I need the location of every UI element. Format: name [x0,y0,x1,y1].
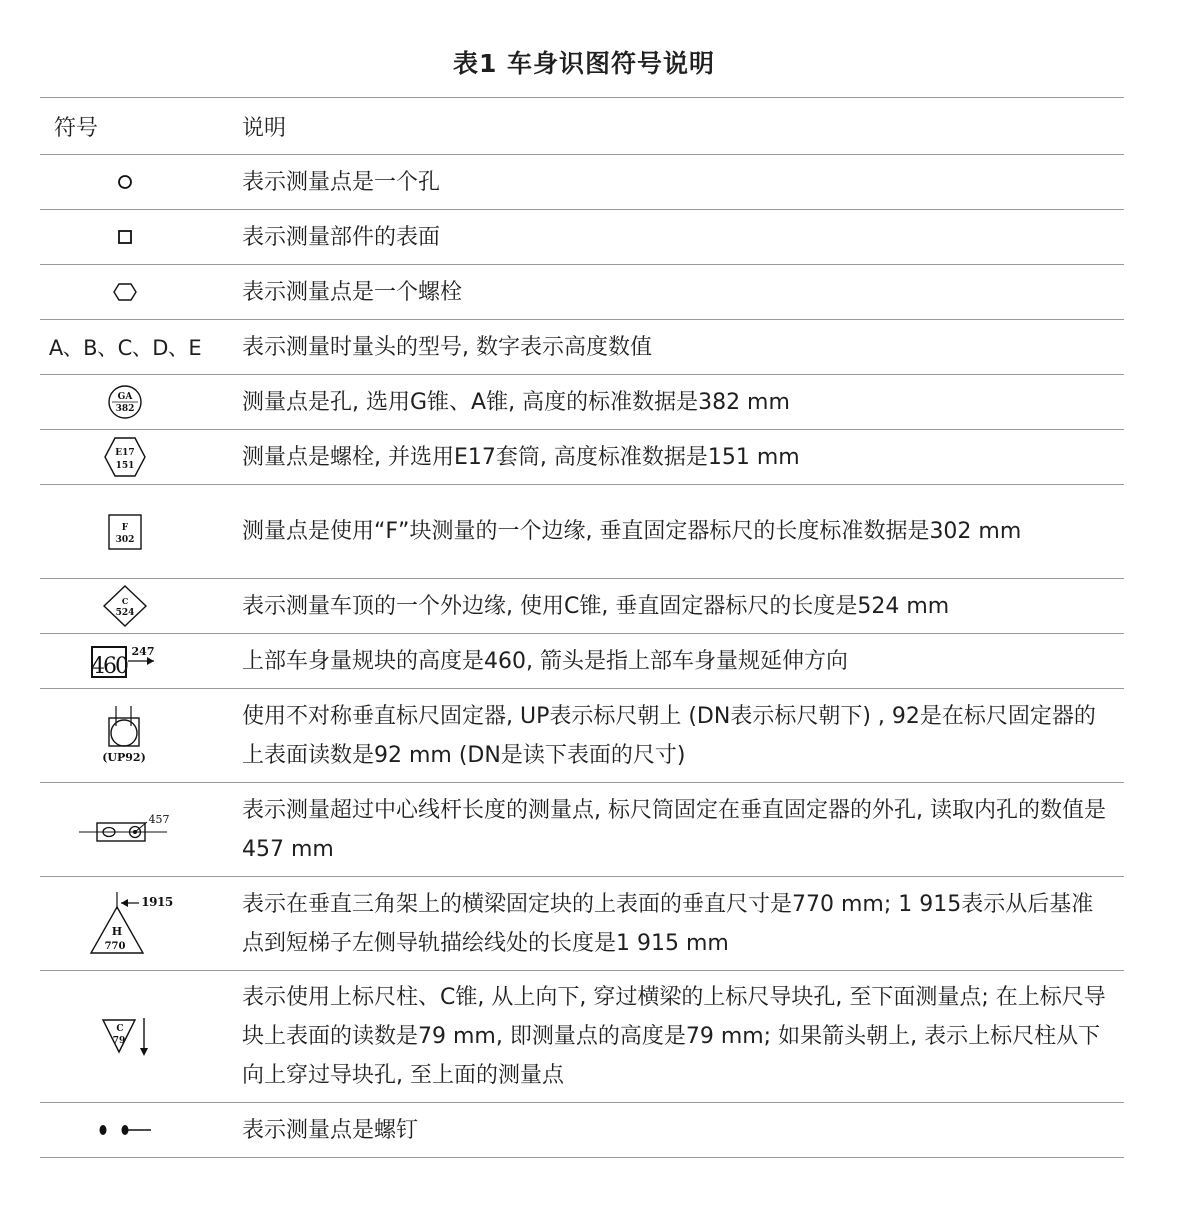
svg-text:H: H [111,924,123,938]
circle-ga-382-icon [105,382,145,422]
description-cell: 表示在垂直三角架上的横梁固定块的上表面的垂直尺寸是770 mm; 1 915表示从后基准点到短梯子左侧导轨描绘线处的长度是1 915 mm [210,877,1124,971]
description-cell: 表示测量点是螺钉 [210,1103,1124,1158]
svg-text:457: 457 [148,812,170,826]
block-460-247-arrow-icon [90,641,160,681]
diamond-c-524-icon [101,583,149,629]
table-row [40,210,1124,265]
table-row [40,579,1124,634]
hexagon-bolt-icon [111,281,139,303]
svg-text:(UP92): (UP92) [102,750,146,764]
symbol-cell [40,485,210,579]
symbol-cell [40,210,210,265]
svg-text:1915: 1915 [141,894,173,909]
svg-text:770: 770 [104,940,126,952]
header-description: 说明 [210,98,1124,155]
table-row [40,689,1124,783]
table-row [40,971,1124,1103]
table-row [40,485,1124,579]
inverted-triangle-c-79-arrow-icon [95,1012,155,1062]
description-cell: 使用不对称垂直标尺固定器, UP表示标尺朝上 (DN表示标尺朝下) , 92是在标尺固定器的上表面读数是92 mm (DN是读下表面的尺寸) [210,689,1124,783]
svg-text:460: 460 [91,654,127,679]
symbol-cell [40,265,210,320]
svg-text:79: 79 [112,1035,126,1046]
table-row [40,155,1124,210]
description-cell: 表示测量车顶的一个外边缘, 使用C锥, 垂直固定器标尺的长度是524 mm [210,579,1124,634]
symbol-cell [40,634,210,689]
symbol-cell [40,877,210,971]
symbol-cell [40,783,210,877]
symbol-cell [40,689,210,783]
header-symbol: 符号 [40,98,210,155]
symbol-cell [40,430,210,485]
svg-text:302: 302 [115,534,135,545]
description-cell: 表示测量点是一个孔 [210,155,1124,210]
svg-text:GA: GA [117,392,133,402]
symbol-cell [40,971,210,1103]
description-cell: 测量点是孔, 选用G锥、A锥, 高度的标准数据是382 mm [210,375,1124,430]
hexagon-e17-151-icon [101,435,149,479]
table-row [40,634,1124,689]
table-row [40,877,1124,971]
table-title: 表1 车身识图符号说明 [452,49,716,78]
symbol-table [40,97,1124,1158]
table-row [40,1103,1124,1158]
symbol-cell [40,320,210,375]
description-cell: 表示测量点是一个螺栓 [210,265,1124,320]
description-cell: 表示测量超过中心线杆长度的测量点, 标尺筒固定在垂直固定器的外孔, 读取内孔的数值是457 mm [210,783,1124,877]
asymmetric-holder-up92-icon [100,704,150,768]
description-cell: 表示测量时量头的型号, 数字表示高度数值 [210,320,1124,375]
svg-text:524: 524 [115,608,135,618]
square-f-302-icon [106,512,144,552]
centerline-rod-457-icon [77,810,173,850]
table-row [40,375,1124,430]
symbol-cell [40,579,210,634]
description-cell: 测量点是螺栓, 并选用E17套筒, 高度标准数据是151 mm [210,430,1124,485]
svg-text:F: F [121,522,129,533]
svg-text:382: 382 [115,404,135,414]
symbol-cell [40,375,210,430]
circle-hole-icon [115,172,135,192]
svg-text:E17: E17 [115,448,135,458]
header-row [40,98,1124,155]
svg-text:151: 151 [115,461,135,471]
table-row [40,430,1124,485]
probe-letters: A、B、C、D、E [48,336,202,360]
description-cell: 测量点是使用“F”块测量的一个边缘, 垂直固定器标尺的长度标准数据是302 mm [210,485,1124,579]
square-surface-icon [115,227,135,247]
svg-text:C: C [121,596,129,606]
symbol-cell [40,155,210,210]
triangle-h-770-1915-icon [77,889,173,959]
description-cell: 表示使用上标尺柱、C锥, 从上向下, 穿过横梁的上标尺导块孔, 至下面测量点; 在上标尺导块上表面的读数是79 mm, 即测量点的高度是79 mm; 如果箭头朝上, 表示上标尺柱从下向上穿过导块孔, 至上面的测量点 [210,971,1124,1103]
screw-dots-icon [95,1120,155,1140]
svg-text:C: C [116,1023,124,1034]
description-cell: 表示测量部件的表面 [210,210,1124,265]
svg-text:247: 247 [131,645,155,658]
symbol-cell [40,1103,210,1158]
table-row [40,320,1124,375]
description-cell: 上部车身量规块的高度是460, 箭头是指上部车身量规延伸方向 [210,634,1124,689]
table-row [40,783,1124,877]
table-row [40,265,1124,320]
